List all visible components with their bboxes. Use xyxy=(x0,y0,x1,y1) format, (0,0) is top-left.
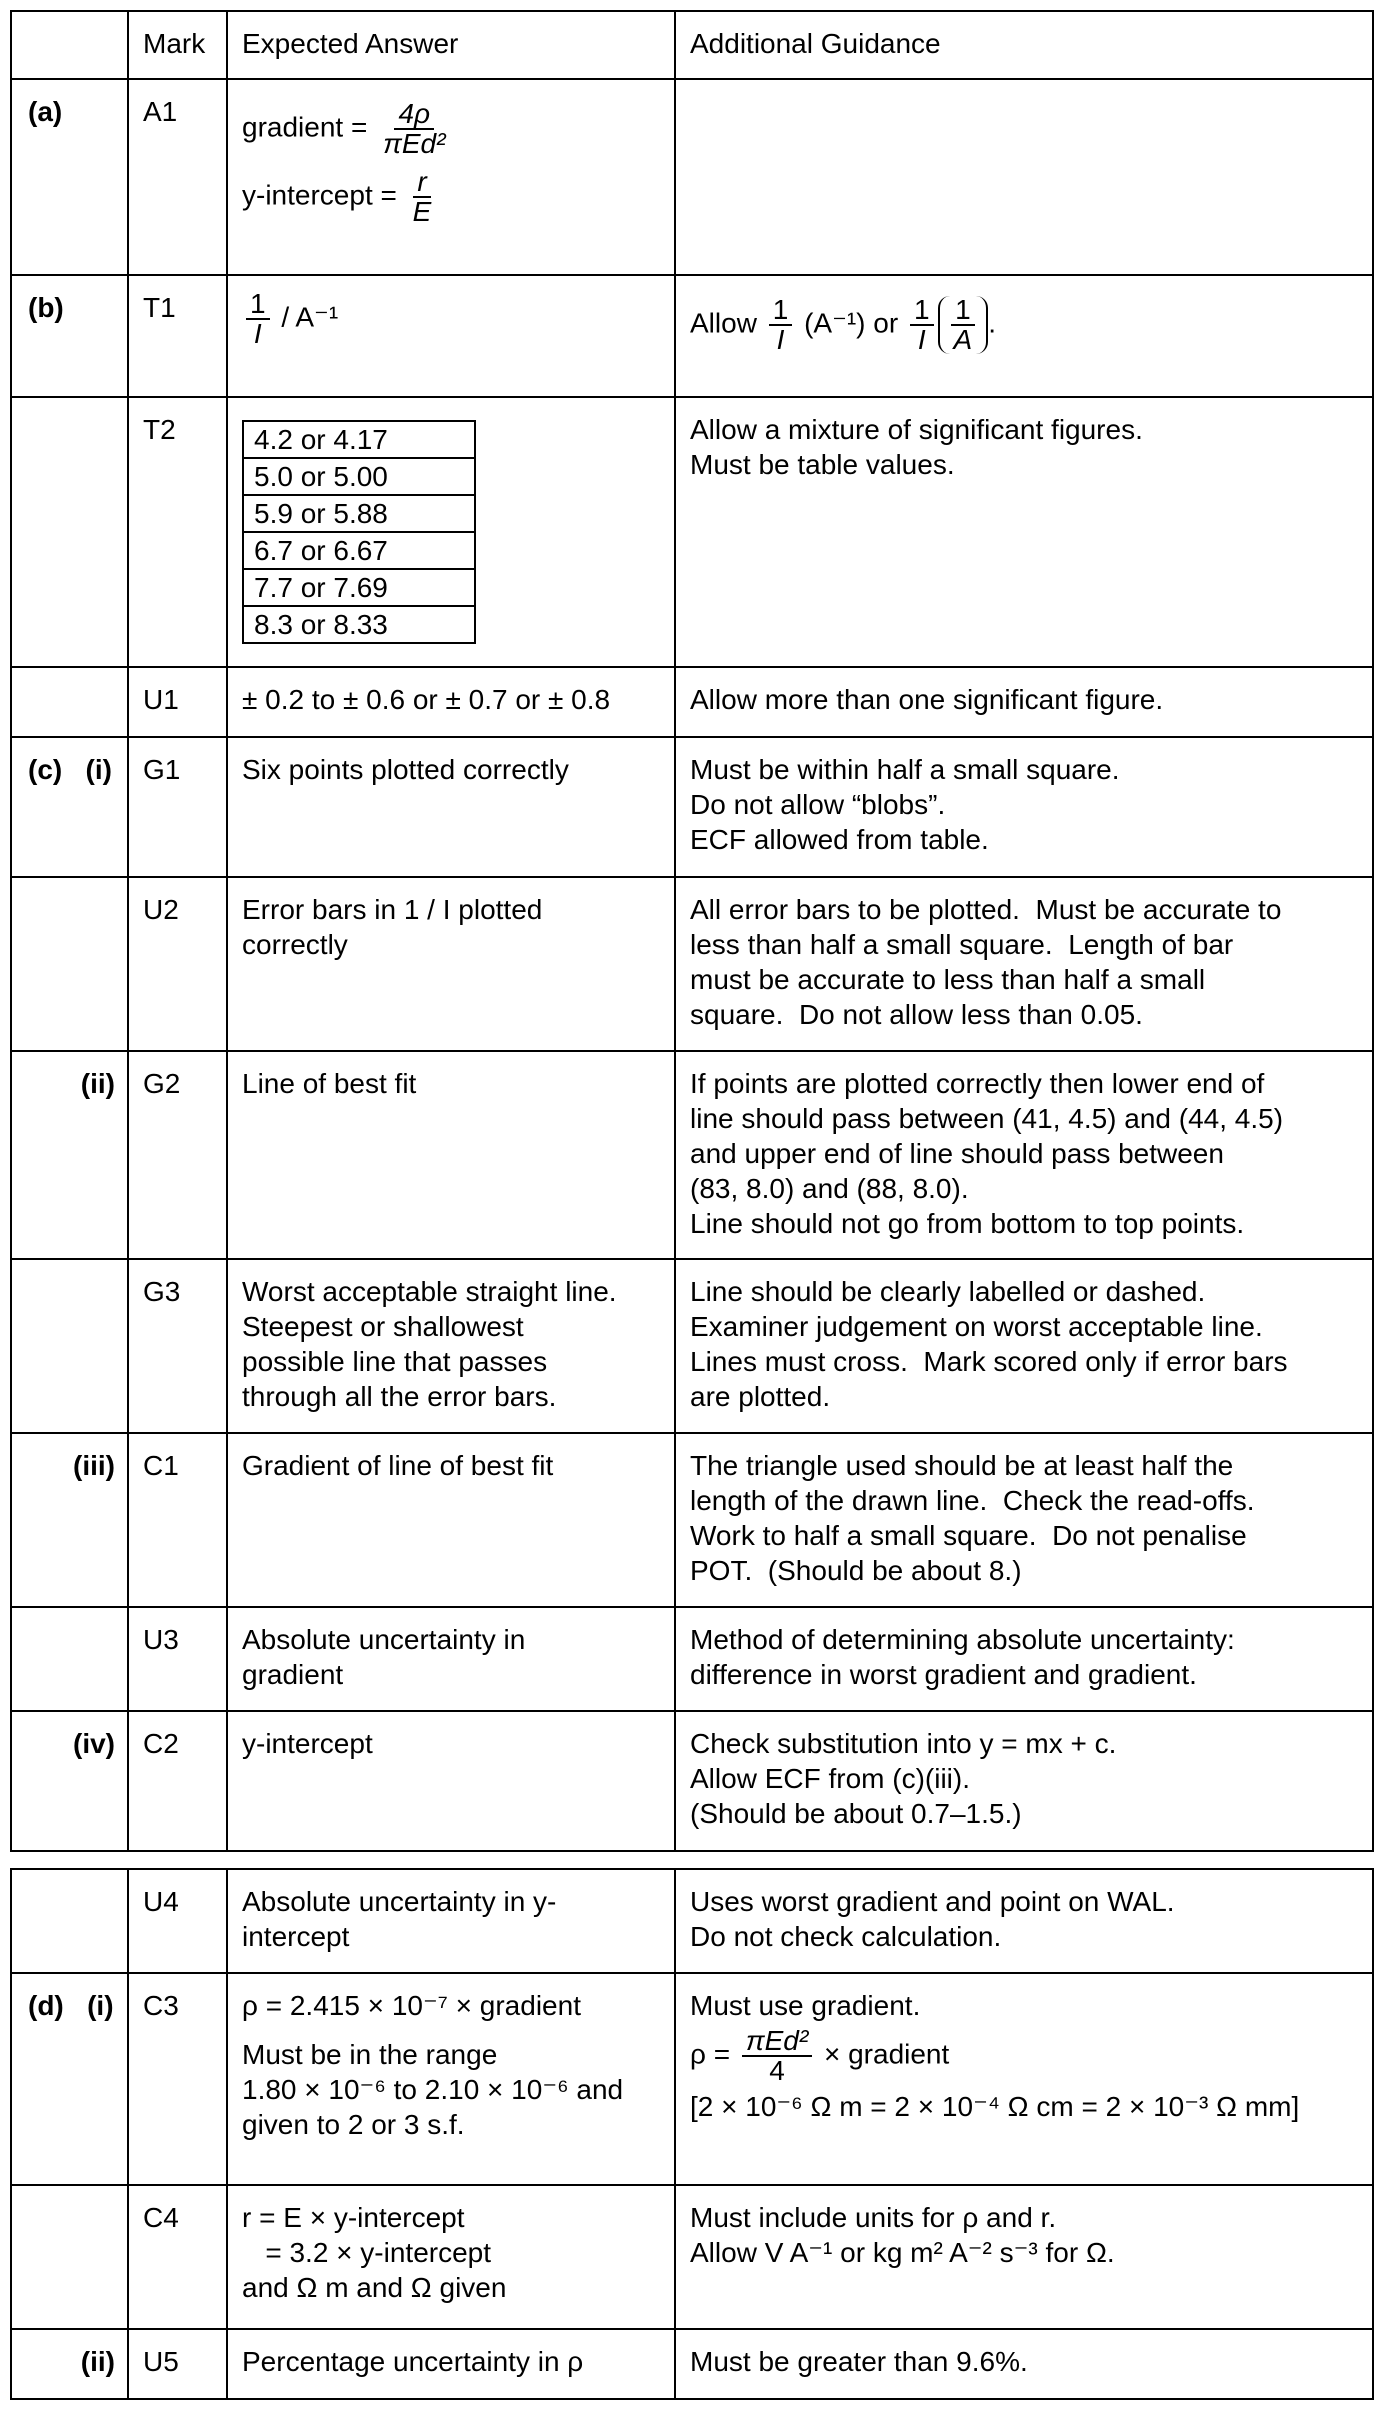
part-label: (d) (i) xyxy=(11,1973,128,2185)
guidance: Allow $\frac{1}{I}$ (A⁻¹) or $\frac{1}{I}$ $\frac{1}{A}$ . xyxy=(675,275,1373,397)
mark-scheme-table-2 xyxy=(10,1868,1374,2400)
guidance: Check substitution into y = mx + c. Allow ECF from (c)(iii). (Should be about 0.7–1.5.) xyxy=(675,1711,1373,1851)
mark-code: U2 xyxy=(128,877,227,1051)
expected-answer: Gradient of line of best fit xyxy=(227,1433,675,1607)
guidance: Method of determining absolute uncertainty: difference in worst gradient and gradient. xyxy=(675,1607,1373,1711)
mark-code: A1 xyxy=(128,79,227,275)
expected-answer: y-intercept xyxy=(227,1711,675,1851)
part-label xyxy=(11,1607,128,1711)
expected-answer: ± 0.2 to ± 0.6 or ± 0.7 or ± 0.8 xyxy=(227,667,675,737)
mark-code: T2 xyxy=(128,397,227,667)
row-iv-c2 xyxy=(11,1711,1373,1851)
header-row xyxy=(11,11,1373,79)
part-label: (ii) xyxy=(11,2329,128,2399)
guidance: Allow more than one significant figure. xyxy=(675,667,1373,737)
part-label xyxy=(11,877,128,1051)
gradient-label: gradient = xyxy=(242,111,368,143)
row-d-i-c3 xyxy=(11,1973,1373,2185)
part-label: (iv) xyxy=(11,1711,128,1851)
part-label xyxy=(11,667,128,737)
value-cell: 7.7 or 7.69 xyxy=(243,569,475,606)
part-label: (a) xyxy=(11,79,128,275)
mark-code: G1 xyxy=(128,737,227,877)
row-u4 xyxy=(11,1869,1373,1973)
guidance: Must use gradient. ρ = $\frac{\text{πEd²}}{4}$ × gradient [2 × 10⁻⁶ Ω m = 2 × 10⁻⁴ Ω cm = 2 × 10⁻³ Ω mm] xyxy=(675,1973,1373,2185)
mark-code: T1 xyxy=(128,275,227,397)
reciprocal-fraction: $\frac{1}{I}$ xyxy=(246,290,270,348)
guidance: If points are plotted correctly then lower end of line should pass between (41, 4.5) and (44, 4.5) and upper end of line should pass between (83, 8.0) and (88, 8.0). Line should not go from bottom to top points. xyxy=(675,1051,1373,1259)
row-ii-u5 xyxy=(11,2329,1373,2399)
mark-code: U3 xyxy=(128,1607,227,1711)
expected-answer: Worst acceptable straight line. Steepest or shallowest possible line that passes through all the error bars. xyxy=(227,1259,675,1433)
value-cell: 5.0 or 5.00 xyxy=(243,458,475,495)
values-table xyxy=(242,420,476,644)
expected-answer: Error bars in 1 / I plotted correctly xyxy=(227,877,675,1051)
value-cell: 8.3 or 8.33 xyxy=(243,606,475,643)
row-u3 xyxy=(11,1607,1373,1711)
part-label: (c) (i) xyxy=(11,737,128,877)
guidance: All error bars to be plotted. Must be accurate to less than half a small square. Length of bar must be accurate to less than half a small square. Do not allow less than 0.05. xyxy=(675,877,1373,1051)
header-expected: Expected Answer xyxy=(227,11,675,79)
mark-code: C2 xyxy=(128,1711,227,1851)
rho-fraction: $\frac{\text{πEd²}}{4}$ xyxy=(742,2027,812,2085)
row-u2 xyxy=(11,877,1373,1051)
intercept-fraction: $\frac{r}{E}$ xyxy=(412,166,432,227)
part-label xyxy=(11,397,128,667)
part-label: (ii) xyxy=(11,1051,128,1259)
expected-answer: Line of best fit xyxy=(227,1051,675,1259)
header-guidance: Additional Guidance xyxy=(675,11,1373,79)
row-g3 xyxy=(11,1259,1373,1433)
value-cell: 6.7 or 6.67 xyxy=(243,532,475,569)
part-label: (iii) xyxy=(11,1433,128,1607)
row-c-i-g1 xyxy=(11,737,1373,877)
expected-answer: Six points plotted correctly xyxy=(227,737,675,877)
guidance: Must include units for ρ and r. Allow V A⁻¹ or kg m² A⁻² s⁻³ for Ω. xyxy=(675,2185,1373,2329)
mark-code: C4 xyxy=(128,2185,227,2329)
row-u1 xyxy=(11,667,1373,737)
expected-answer: r = E × y-intercept = 3.2 × y-intercept and Ω m and Ω given xyxy=(227,2185,675,2329)
mark-code: U4 xyxy=(128,1869,227,1973)
mark-code: C3 xyxy=(128,1973,227,2185)
guidance: Must be greater than 9.6%. xyxy=(675,2329,1373,2399)
row-b-t1 xyxy=(11,275,1373,397)
mark-code: U5 xyxy=(128,2329,227,2399)
header-mark: Mark xyxy=(128,11,227,79)
expected-answer: Percentage uncertainty in ρ xyxy=(227,2329,675,2399)
value-cell: 5.9 or 5.88 xyxy=(243,495,475,532)
guidance: The triangle used should be at least half the length of the drawn line. Check the read-offs. Work to half a small square. Do not penalise POT. (Should be about 8.) xyxy=(675,1433,1373,1607)
guidance: Allow a mixture of significant figures. Must be table values. xyxy=(675,397,1373,667)
expected-answer: Absolute uncertainty in gradient xyxy=(227,1607,675,1711)
expected-answer xyxy=(227,79,675,275)
gradient-fraction: $\frac{4\rho}{\text{πEd²}}$ xyxy=(383,98,446,159)
mark-code: U1 xyxy=(128,667,227,737)
part-label: (b) xyxy=(11,275,128,397)
intercept-label: y-intercept = xyxy=(242,179,397,211)
part-label xyxy=(11,1259,128,1433)
guidance: Uses worst gradient and point on WAL. Do not check calculation. xyxy=(675,1869,1373,1973)
expected-answer xyxy=(227,397,675,667)
guidance: Line should be clearly labelled or dashed. Examiner judgement on worst acceptable line. Lines must cross. Mark scored only if error bars are plotted. xyxy=(675,1259,1373,1433)
part-label xyxy=(11,2185,128,2329)
part-label xyxy=(11,1869,128,1973)
row-ii-g2 xyxy=(11,1051,1373,1259)
mark-code: G3 xyxy=(128,1259,227,1433)
header-blank xyxy=(11,11,128,79)
expected-answer: Absolute uncertainty in y- intercept xyxy=(227,1869,675,1973)
mark-code: G2 xyxy=(128,1051,227,1259)
guidance: Must be within half a small square. Do not allow “blobs”. ECF allowed from table. xyxy=(675,737,1373,877)
row-c4 xyxy=(11,2185,1373,2329)
row-t2 xyxy=(11,397,1373,667)
row-iii-c1 xyxy=(11,1433,1373,1607)
row-a-a1 xyxy=(11,79,1373,275)
unit-text: / A⁻¹ xyxy=(281,301,339,333)
expected-answer xyxy=(227,275,675,397)
mark-scheme-table-1 xyxy=(10,10,1374,1852)
guidance xyxy=(675,79,1373,275)
expected-answer: ρ = 2.415 × 10⁻⁷ × gradient Must be in the range 1.80 × 10⁻⁶ to 2.10 × 10⁻⁶ and given to 2 or 3 s.f. xyxy=(227,1973,675,2185)
value-cell: 4.2 or 4.17 xyxy=(243,421,475,458)
mark-code: C1 xyxy=(128,1433,227,1607)
